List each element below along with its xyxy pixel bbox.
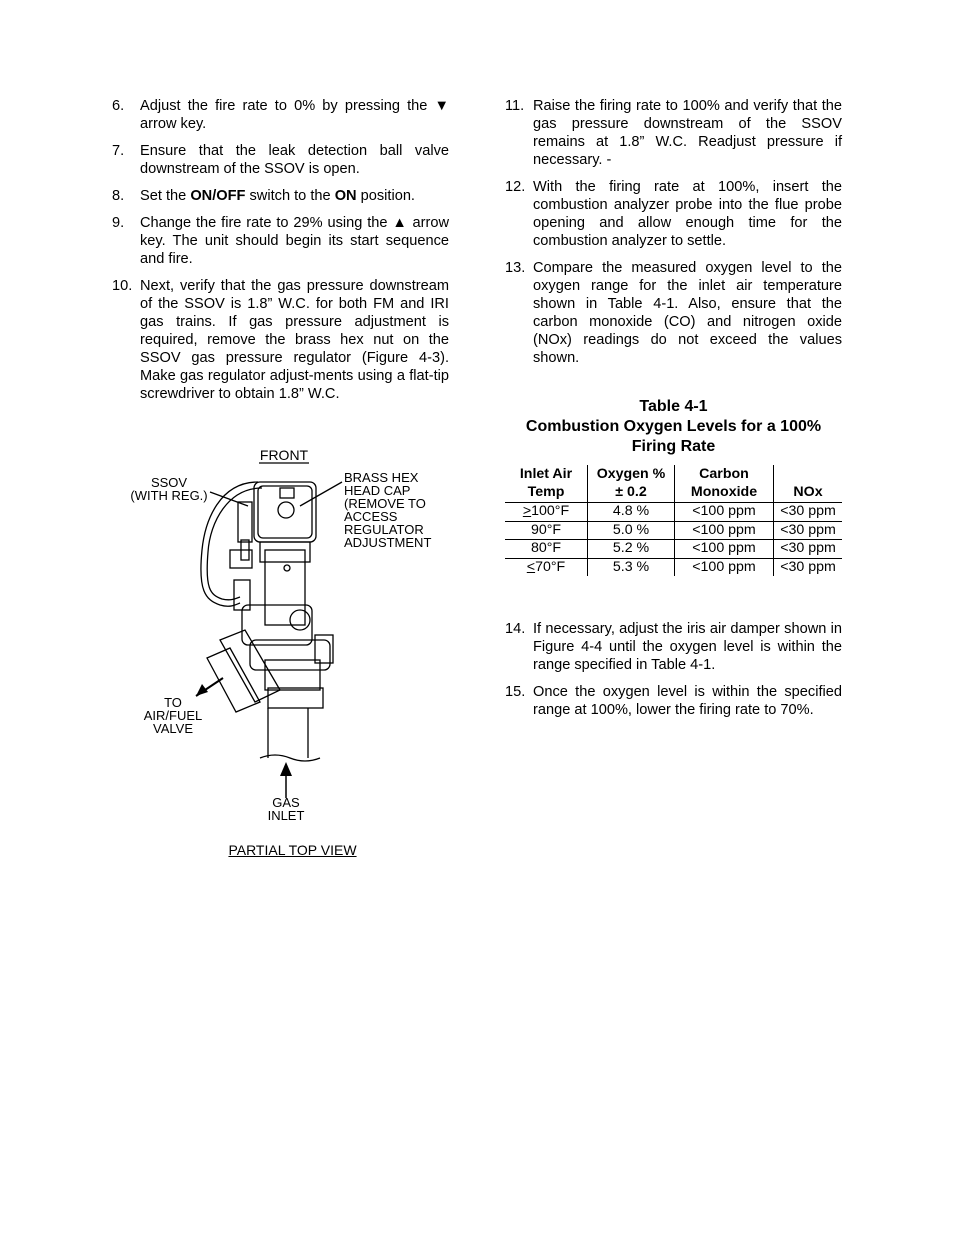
brass-hex-label-line: BRASS HEX xyxy=(344,470,419,485)
header-line: Oxygen % xyxy=(596,466,666,482)
right-column xyxy=(505,97,842,376)
figure-caption: PARTIAL TOP VIEW xyxy=(228,842,357,858)
brass-hex-label-line: ADJUSTMENT xyxy=(344,535,432,550)
step-6 xyxy=(112,97,449,133)
step-text: If necessary, adjust the iris air damper shown in Figure 4-4 until the oxygen level is within the range specified in Table 4-1. xyxy=(533,621,842,673)
cell-temp xyxy=(505,558,588,576)
step-text: With the firing rate at 100%, insert the combustion analyzer probe into the flue probe opening and allow enough time for the combustion analyzer to settle. xyxy=(533,179,842,249)
cell-nox: <30 ppm xyxy=(774,521,843,540)
step-9 xyxy=(112,214,449,268)
table-row xyxy=(505,540,842,559)
temp-prefix: < xyxy=(526,558,536,575)
steps-14-15 xyxy=(505,620,842,719)
col-header-oxygen xyxy=(588,465,675,503)
header-line: Temp xyxy=(527,484,565,500)
cell-oxygen: 5.0 % xyxy=(588,521,675,540)
to-airfuel-label-line: VALVE xyxy=(153,721,193,736)
step-number: 9. xyxy=(112,215,125,231)
header-line: Inlet Air xyxy=(519,466,573,482)
cell-co: <100 ppm xyxy=(675,558,774,576)
step-11 xyxy=(505,97,842,169)
cell-temp: 80°F xyxy=(505,540,588,559)
step-text: Once the oxygen level is within the specified range at 100%, lower the firing rate to 70%. xyxy=(533,684,842,718)
cell-nox: <30 ppm xyxy=(774,558,843,576)
to-airfuel-label xyxy=(138,696,208,735)
ssov-label-line: SSOV xyxy=(150,475,188,490)
brass-hex-label-line: REGULATOR xyxy=(344,522,424,537)
header-line: ± 0.2 xyxy=(615,484,647,500)
ssov-leader xyxy=(210,492,248,506)
step-text: Change the fire rate to 29% using the ▲ arrow key. The unit should begin its start sequence and fire. xyxy=(140,215,449,267)
step-text: Compare the measured oxygen level to the oxygen range for the inlet air temperature shown in Table 4-1. Also, ensure that the carbon monoxide (CO) and nitrogen oxide (NOx) readings do not exceed the values shown. xyxy=(533,260,842,366)
cell-temp xyxy=(505,503,588,522)
cell-temp: 90°F xyxy=(505,521,588,540)
header-line: Monoxide xyxy=(690,484,758,500)
step-number: 14. xyxy=(505,621,526,637)
step-text-part: Set the xyxy=(140,188,191,204)
airfuel-arrow-head xyxy=(196,684,208,696)
front-label: FRONT xyxy=(259,447,309,463)
table-title: Combustion Oxygen Levels for a 100% xyxy=(525,418,822,435)
col-header-nox xyxy=(774,465,843,503)
step-number: 6. xyxy=(112,98,125,114)
table-row xyxy=(505,503,842,522)
brass-hex-label-line: ACCESS xyxy=(344,509,398,524)
step-text: Adjust the fire rate to 0% by pressing the ▼ arrow key. xyxy=(140,98,449,132)
brass-hex-cap xyxy=(278,502,294,518)
table-row xyxy=(505,521,842,540)
ssov-label xyxy=(124,476,214,502)
step-15 xyxy=(505,683,842,719)
gas-inlet-arrow-head xyxy=(280,762,292,776)
gas-inlet-label xyxy=(260,796,312,822)
temp-prefix: > xyxy=(522,503,532,519)
col-header-inlet-air xyxy=(505,465,588,503)
table-title: Firing Rate xyxy=(631,438,716,455)
step-number: 12. xyxy=(505,179,526,195)
temp-value: 100°F xyxy=(531,503,570,519)
step-number: 15. xyxy=(505,684,526,700)
cell-co: <100 ppm xyxy=(675,503,774,522)
cell-nox: <30 ppm xyxy=(774,503,843,522)
header-line: NOx xyxy=(793,484,823,500)
step-number: 7. xyxy=(112,143,125,159)
cell-co: <100 ppm xyxy=(675,540,774,559)
step-text: Raise the firing rate to 100% and verify that the gas pressure downstream of the SSOV remains at 1.8” W.C. Readjust pressure if necessary. - xyxy=(533,98,842,168)
step-12 xyxy=(505,178,842,250)
actuator-body xyxy=(265,550,305,625)
left-column xyxy=(112,97,449,412)
step-14 xyxy=(505,620,842,674)
step-text xyxy=(140,187,449,205)
step-10 xyxy=(112,277,449,403)
steps-14-15-column xyxy=(505,620,842,728)
table-header-row xyxy=(505,465,842,503)
step-number: 11. xyxy=(505,98,525,114)
step-7 xyxy=(112,142,449,178)
switch-position: ON xyxy=(334,188,357,204)
brass-hex-label-line: HEAD CAP xyxy=(344,483,411,498)
step-13 xyxy=(505,259,842,367)
table-row xyxy=(505,558,842,576)
to-airfuel-label-line: TO xyxy=(164,695,182,710)
gas-inlet-label-line: INLET xyxy=(267,808,305,823)
ssov-label-line: (WITH REG.) xyxy=(130,488,208,503)
table-number: Table 4-1 xyxy=(639,398,708,415)
step-text: Ensure that the leak detection ball valve downstream of the SSOV is open. xyxy=(140,143,449,177)
col-header-carbon-monoxide xyxy=(675,465,774,503)
brass-hex-label xyxy=(344,471,454,549)
ssov-head xyxy=(254,482,316,542)
step-number: 8. xyxy=(112,188,125,204)
cell-co: <100 ppm xyxy=(675,521,774,540)
step-8 xyxy=(112,187,449,205)
step-text-part: position. xyxy=(356,188,415,204)
cell-oxygen: 4.8 % xyxy=(588,503,675,522)
temp-value: 70°F xyxy=(535,558,566,575)
cell-oxygen: 5.3 % xyxy=(588,558,675,576)
cell-oxygen: 5.2 % xyxy=(588,540,675,559)
header-line: Carbon xyxy=(699,466,749,482)
steps-6-10 xyxy=(112,97,449,403)
step-number: 13. xyxy=(505,260,526,276)
gas-inlet-label-line: GAS xyxy=(272,795,300,810)
table-caption xyxy=(505,397,842,457)
ssov-figure xyxy=(110,440,450,870)
switch-name: ON/OFF xyxy=(190,188,246,204)
step-text: Next, verify that the gas pressure downstream of the SSOV is 1.8” W.C. for both FM and IRI gas trains. If gas pressure adjustment is required, remove the brass hex nut on the SSOV gas pressure regulator (Figure 4-3). Make gas regulator adjust-ments using a flat-tip screwdriver to obtain 1.8” W.C. xyxy=(140,278,449,402)
step-text-part: switch to the xyxy=(245,188,335,204)
brass-hex-label-line: (REMOVE TO xyxy=(344,496,426,511)
step-number: 10. xyxy=(112,278,133,294)
steps-11-13 xyxy=(505,97,842,367)
cell-nox: <30 ppm xyxy=(774,540,843,559)
combustion-oxygen-table xyxy=(505,465,842,576)
to-airfuel-label-line: AIR/FUEL xyxy=(143,708,203,723)
